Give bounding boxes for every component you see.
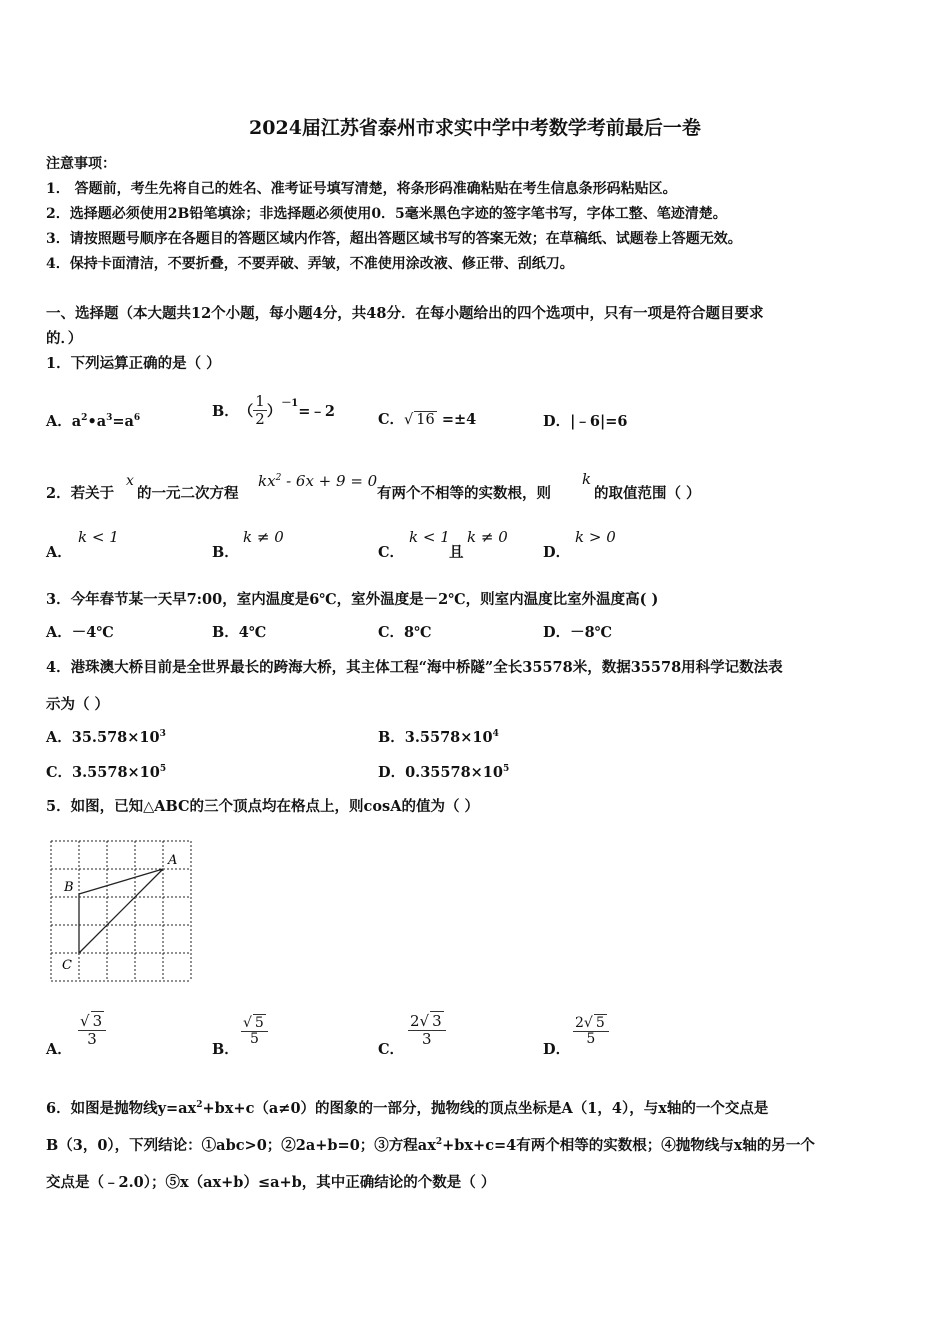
q1-stem: 1．下列运算正确的是（ ）: [46, 355, 221, 372]
q2-var-x: x: [126, 473, 134, 489]
vertex-label-c: C: [62, 958, 72, 973]
q4-b-exp: 4: [492, 729, 499, 740]
q1-c-radicand: 16: [416, 412, 435, 428]
q2-eq-k: kx: [258, 472, 276, 490]
q2-stem-pre: 2．若关于: [46, 485, 115, 502]
section-heading-line2: 的．）: [46, 330, 83, 347]
q2-d-label: D．: [543, 544, 571, 561]
q5-c-fraction: [408, 1013, 446, 1047]
q3-option-c: C．8℃: [378, 624, 432, 641]
q1-c-label: C．: [378, 411, 405, 428]
q5-a-label: A．: [46, 1041, 72, 1058]
q5-b-den: 5: [249, 1031, 259, 1048]
q1-d-label: D．: [543, 413, 571, 430]
q2-d-expr: k > 0: [575, 528, 616, 546]
q6-line1-exp: 2: [196, 1100, 203, 1111]
radical-icon: √: [80, 1012, 90, 1030]
q6-line2-post: +bx+c=4有两个相等的实数根；④抛物线与x轴的另一个: [442, 1137, 815, 1154]
notice-item-4: 4．保持卡面清洁，不要折叠，不要弄破、弄皱，不准使用涂改液、修正带、刮纸刀。: [46, 256, 574, 272]
q3-option-b: B．4℃: [212, 624, 267, 641]
q5-b-label: B．: [212, 1041, 239, 1058]
q4-stem-line2: 示为（ ）: [46, 696, 110, 713]
notice-item-3: 3．请按照题号顺序在各题目的答题区域内作答，超出答题区域书写的答案无效；在草稿纸、试题卷上答题无效。: [46, 231, 742, 247]
q5-b-radicand: 5: [254, 1015, 264, 1031]
q5-c-radicand: 3: [432, 1012, 442, 1030]
q1-a-label: A．: [46, 413, 72, 430]
q2-var-k: k: [582, 470, 592, 488]
q5-grid-figure: [48, 838, 196, 988]
q2-c-and: 且: [449, 544, 464, 561]
q2-c-expr2: k ≠ 0: [467, 528, 508, 546]
q6-line1-pre: 6．如图是抛物线y=ax: [46, 1100, 197, 1117]
q1-b-fraction: [253, 393, 267, 427]
triangle-abc: [79, 869, 163, 953]
q5-d-fraction: [573, 1016, 609, 1048]
q1-b-frac-num: 1: [255, 392, 265, 410]
q4-c-exp: 5: [159, 764, 167, 775]
q4-option-b: [378, 726, 499, 747]
q5-c-label: C．: [378, 1041, 405, 1058]
q5-d-den: 5: [586, 1031, 596, 1048]
q5-stem: 5．如图，已知△ABC的三个顶点均在格点上，则cosA的值为（ ）: [46, 798, 480, 815]
radical-icon: √: [404, 412, 414, 428]
q1-d-text: |﹣6|=6: [570, 413, 628, 430]
q1-option-b: B． （ $\frac{1}{2}$ ） $^{-1}$ =﹣2: [212, 392, 336, 428]
q5-c-den: 3: [422, 1029, 432, 1048]
q1-b-frac-den: 2: [255, 409, 265, 428]
q1-b-paren-close: ）: [266, 402, 282, 420]
section-heading-line1: 一、选择题（本大题共12个小题，每小题4分，共48分．在每小题给出的四个选项中，只有一项是符合题目要求: [46, 305, 764, 322]
q1-b-paren-open: （: [238, 402, 254, 420]
q2-equation: $kx^2 - 6x + 9 = 0$: [258, 472, 378, 490]
q1-option-a: [46, 410, 140, 431]
q4-option-c: [46, 761, 166, 782]
q4-option-a: [46, 726, 166, 747]
q2-b-label: B．: [212, 544, 239, 561]
q2-stem-end: 的取值范围（ ）: [594, 485, 701, 502]
q5-a-radicand: 3: [92, 1012, 103, 1030]
q6-line2-exp: 2: [435, 1137, 443, 1148]
q5-d-label: D．: [543, 1041, 571, 1058]
q6-line2-pre: B（3，0），下列结论：①abc>0；②2a+b=0；③方程ax: [46, 1137, 436, 1154]
q1-b-eq: =﹣2: [298, 402, 336, 420]
q4-d-text: D．0.35578×10: [378, 764, 503, 781]
q4-a-text: A．35.578×10: [46, 729, 160, 746]
q2-eq-rest: - 6x + 9 = 0: [281, 472, 378, 490]
q5-b-fraction: [241, 1016, 268, 1048]
radical-icon: √: [419, 1012, 430, 1030]
vertex-label-a: A: [168, 853, 178, 868]
q2-stem-mid: 的一元二次方程: [137, 485, 239, 502]
q3-option-a: A．－4℃: [46, 624, 114, 641]
q3-stem: 3．今年春节某一天早7:00，室内温度是6℃，室外温度是－2℃，则室内温度比室外温度高( ): [46, 591, 659, 608]
q1-a-expr: $a^2•a^3=a^6$: [71, 413, 141, 430]
q1-c-rest: =±4: [441, 411, 477, 428]
q3-option-d: D．－8℃: [543, 624, 613, 641]
q4-a-exp: 3: [159, 729, 166, 740]
q2-c-label: C．: [378, 544, 405, 561]
notice-heading: 注意事项：: [46, 156, 116, 172]
q5-c-coef: 2: [410, 1012, 420, 1030]
vertex-label-b: B: [64, 880, 74, 895]
q6-line1-post: +bx+c（a≠0）的图象的一部分，抛物线的顶点坐标是A（1，4），与x轴的一个交点是: [202, 1100, 769, 1117]
q6-stem-line1: [46, 1097, 768, 1118]
q4-c-text: C．3.5578×10: [46, 764, 160, 781]
q4-b-text: B．3.5578×10: [378, 729, 493, 746]
q4-option-d: [378, 761, 509, 782]
q1-option-c: [378, 408, 476, 429]
page-title: 2024届江苏省泰州市求实中学中考数学考前最后一卷: [249, 117, 701, 139]
q1-option-d: [543, 410, 627, 431]
q2-a-label: A．: [46, 544, 72, 561]
q5-d-coef: 2: [575, 1015, 584, 1031]
q2-a-expr: k < 1: [78, 528, 119, 546]
q4-d-exp: 5: [503, 764, 510, 775]
notice-item-2: 2．选择题必须使用2B铅笔填涂；非选择题必须使用0．5毫米黑色字迹的签字笔书写，字体工整、笔迹清楚。: [46, 206, 727, 222]
q6-stem-line3: 交点是（﹣2.0）；⑤x（ax+b）≤a+b，其中正确结论的个数是（ ）: [46, 1174, 496, 1191]
q1-b-label: B．: [212, 402, 239, 420]
radical-icon: √: [583, 1015, 593, 1031]
q2-b-expr: k ≠ 0: [243, 528, 284, 546]
q5-a-den: 3: [87, 1029, 97, 1048]
q5-a-fraction: [78, 1013, 106, 1047]
q5-d-radicand: 5: [595, 1015, 605, 1031]
q2-c-expr1: k < 1: [409, 528, 450, 546]
q2-stem-post: 有两个不相等的实数根，则: [377, 485, 551, 502]
q4-stem-line1: 4．港珠澳大桥目前是全世界最长的跨海大桥，其主体工程“海中桥隧”全长35578米，数据35578用科学记数法表: [46, 659, 783, 676]
notice-item-1: 1． 答题前，考生先将自己的姓名、准考证号填写清楚，将条形码准确粘贴在考生信息条形码粘贴区。: [46, 181, 677, 197]
q6-stem-line2: [46, 1134, 815, 1155]
radical-icon: √: [243, 1015, 252, 1031]
